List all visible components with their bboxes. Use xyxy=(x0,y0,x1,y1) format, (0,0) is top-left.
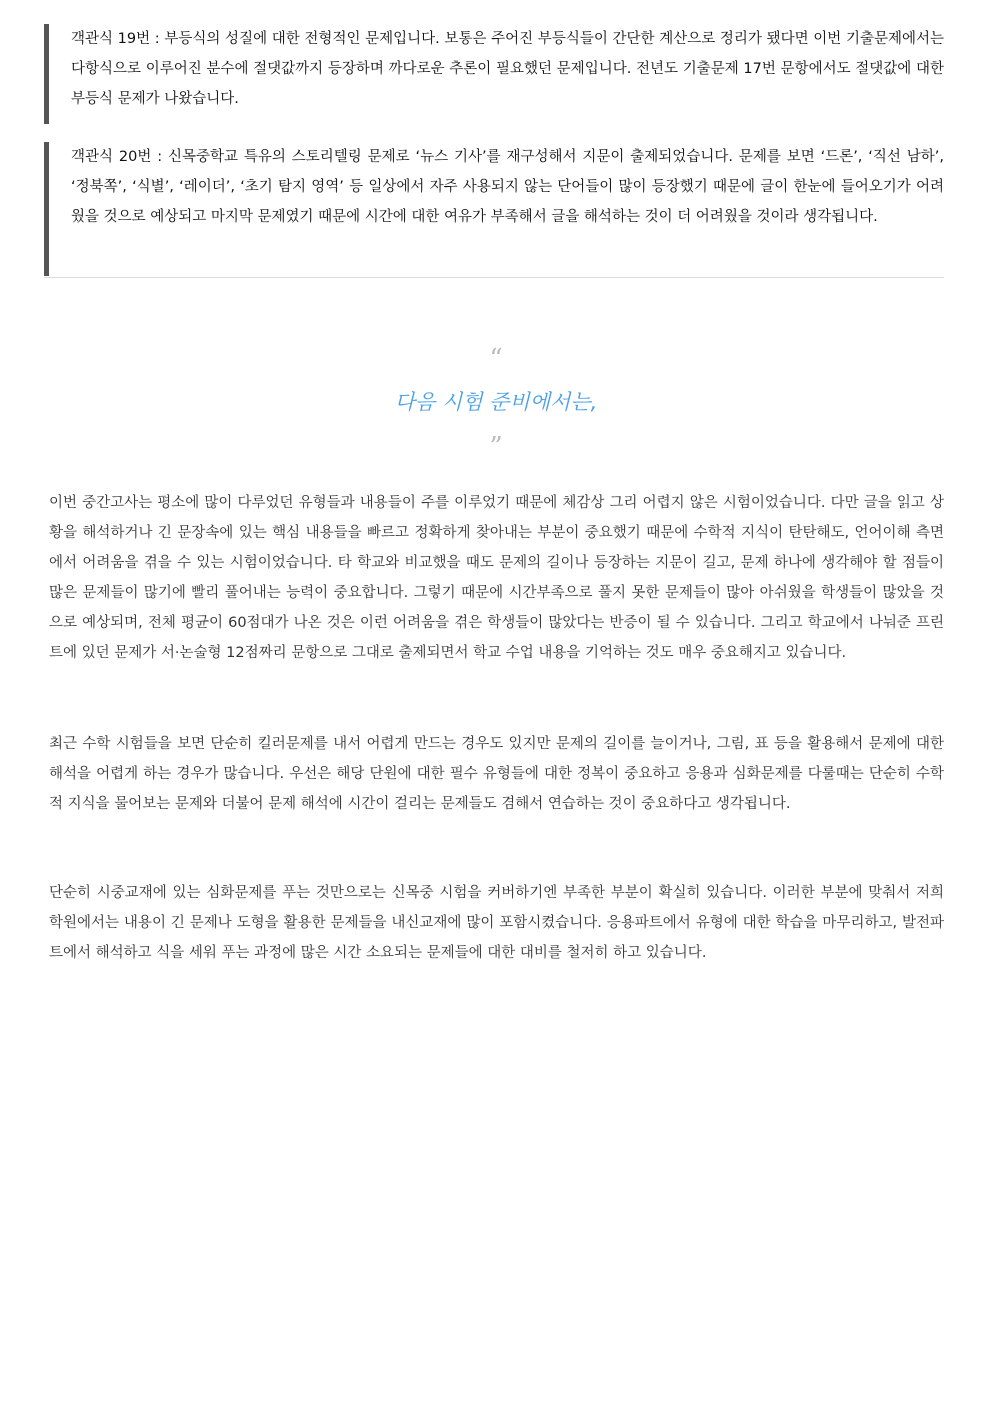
section-divider xyxy=(44,277,944,278)
body-paragraph-1: 이번 중간고사는 평소에 많이 다루었던 유형들과 내용들이 주를 이루었기 때문에 체감상 그리 어렵지 않은 시험이었습니다. 다만 글을 읽고 상황을 해석하거나 긴 문장속에 있는 핵심 내용들을 빠르고 정확하게 찾아내는 부분이 중요했기 때문에 수학적 지식이 탄탄해도, 언어이해 측면에서 어려움을 겪을 수 있는 시험이었습니다. 타 학교와 비교했을 때도 문제의 길이나 등장하는 지문이 길고, 문제 하나에 생각해야 할 점들이 많은 문제들이 많기에 빨리 풀어내는 능력이 중요합니다. 그렇기 때문에 시간부족으로 풀지 못한 문제들이 많아 아쉬웠을 학생들이 많았을 것으로 예상되며, 전체 평균이 60점대가 나온 것은 이런 어려움을 겪은 학생들이 많았다는 반증이 될 수 있습니다. 그리고 학교에서 나눠준 프린트에 있던 문제가 서·논술형 12점짜리 문항으로 그대로 출제되면서 학교 수업 내용을 기억하는 것도 매우 중요해지고 있습니다. xyxy=(49,495,944,661)
body-paragraph-3: 단순히 시중교재에 있는 심화문제를 푸는 것만으로는 신목중 시험을 커버하기엔 부족한 부분이 확실히 있습니다. 이러한 부분에 맞춰서 저희 학원에서는 내용이 긴 문제나 도형을 활용한 문제들을 내신교재에 많이 포함시켰습니다. 응용파트에서 유형에 대한 학습을 마무리하고, 발전파트에서 해석하고 식을 세워 푸는 과정에 많은 시간 소요되는 문제들에 대한 대비를 철저히 하고 있습니다. xyxy=(49,885,944,961)
body-paragraph-2: 최근 수학 시험들을 보면 단순히 킬러문제를 내서 어렵게 만드는 경우도 있지만 문제의 길이를 늘이거나, 그림, 표 등을 활용해서 문제에 대한 해석을 어렵게 하는 경우가 많습니다. 우선은 해당 단원에 대한 필수 유형들에 대한 정복이 중요하고 응용과 심화문제를 다룰때는 단순히 수학적 지식을 물어보는 문제와 더불어 문제 해석에 시간이 걸리는 문제들도 겸해서 연습하는 것이 중요하다고 생각됩니다. xyxy=(49,736,944,812)
section-heading: 다음 시험 준비에서는, xyxy=(394,390,598,414)
open-quote-icon: “ xyxy=(489,344,503,374)
close-quote-icon: ” xyxy=(489,432,503,462)
question-20-review: 객관식 20번 : 신목중학교 특유의 스토리텔링 문제로 ‘뉴스 기사’를 재구성해서 지문이 출제되었습니다. 문제를 보면 ‘드론’, ‘직선 남하’, ‘정북쪽’, ‘식별’, ‘레이더’, ‘초기 탐지 영역’ 등 일상에서 자주 사용되지 않는 단어들이 많이 등장했기 때문에 글이 한눈에 들어오기가 어려웠을 것으로 예상되고 마지막 문제였기 때문에 시간에 대한 여유가 부족해서 글을 해석하는 것이 더 어려웠을 것이라 생각됩니다. xyxy=(44,142,944,276)
question-19-review: 객관식 19번 : 부등식의 성질에 대한 전형적인 문제입니다. 보통은 주어진 부등식들이 간단한 계산으로 정리가 됐다면 이번 기출문제에서는 다항식으로 이루어진 분수에 절댓값까지 등장하며 까다로운 추론이 필요했던 문제입니다. 전년도 기출문제 17번 문항에서도 절댓값에 대한 부등식 문제가 나왔습니다. xyxy=(44,24,944,124)
